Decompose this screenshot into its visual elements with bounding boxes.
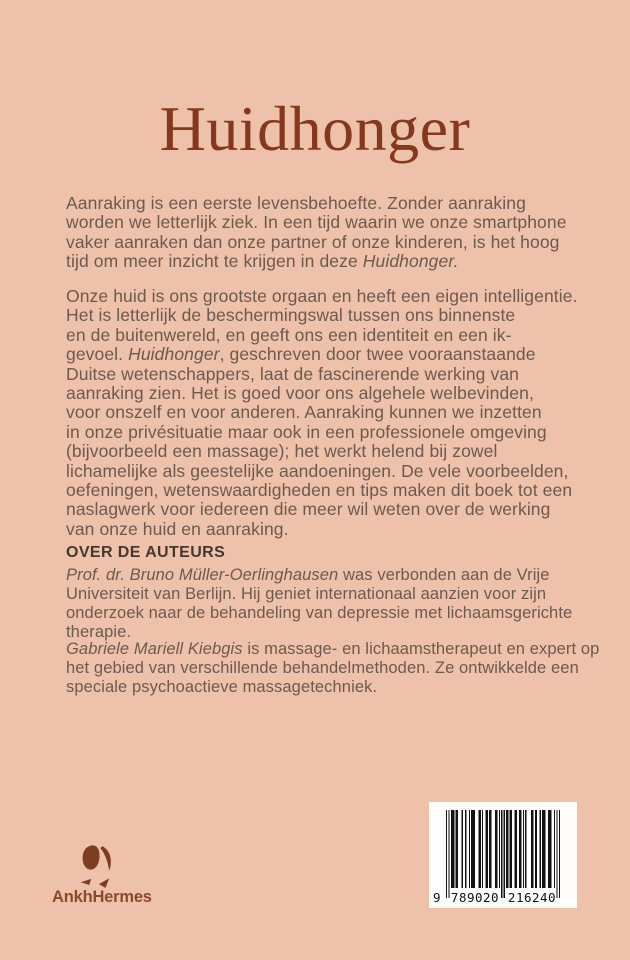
barcode-digits-right: 216240: [507, 890, 557, 905]
ankh-logo-icon: [76, 843, 114, 891]
barcode-digits-left: 789020: [450, 890, 500, 905]
barcode: [429, 802, 577, 908]
author-bio-2: Gabriele Mariell Kiebgis is massage- en lichaamstherapeut en expert op het gebied van verschillende behandelmethoden. Ze ontwikkelde een speciale psychoactieve massagetechniek.: [66, 640, 600, 696]
about-authors-heading: OVER DE AUTEURS: [66, 544, 226, 561]
barcode-digit-system: 9: [433, 890, 442, 905]
book-title: Huidhonger: [159, 93, 471, 164]
barcode-bars-icon: [446, 810, 560, 900]
publisher-name: AnkhHermes: [52, 888, 152, 906]
description-paragraph-1: Aanraking is een eerste levensbehoefte. Zonder aanraking worden we letterlijk ziek. In een tijd waarin we onze smartphone vaker aanraken dan onze partner of onze kinderen, is het hoog tijd om meer inzicht te krijgen in deze Huidhonger.: [66, 193, 567, 272]
author-bio-1: Prof. dr. Bruno Müller-Oerlinghausen was verbonden aan de Vrije Universiteit van Berlijn. Hij geniet internationaal aanzien voor zijn onderzoek naar de behandeling van depressie met lichaamsgerichte therapie.: [66, 566, 573, 641]
description-paragraph-2: Onze huid is ons grootste orgaan en heeft een eigen intelligentie. Het is letterlijk de beschermingswal tussen ons binnenste en de buitenwereld, en geeft ons een identiteit en een ik- gevoel. Huidhonger, geschreven door twee vooraanstaande Duitse wetenschappers, laat de fascinerende werking van aanraking zien. Het is goed voor ons algehele welbevinden, voor onszelf en voor anderen. Aanraking kunnen we inzetten in onze privésituatie maar ook in een professionele omgeving (bijvoorbeeld een massage); het werkt helend bij zowel lichamelijke als geestelijke aandoeningen. De vele voorbeelden, oefeningen, wetenswaardigheden en tips maken dit boek tot een naslagwerk voor iedereen die meer wil weten over de werking van onze huid en aanraking.: [66, 286, 578, 539]
